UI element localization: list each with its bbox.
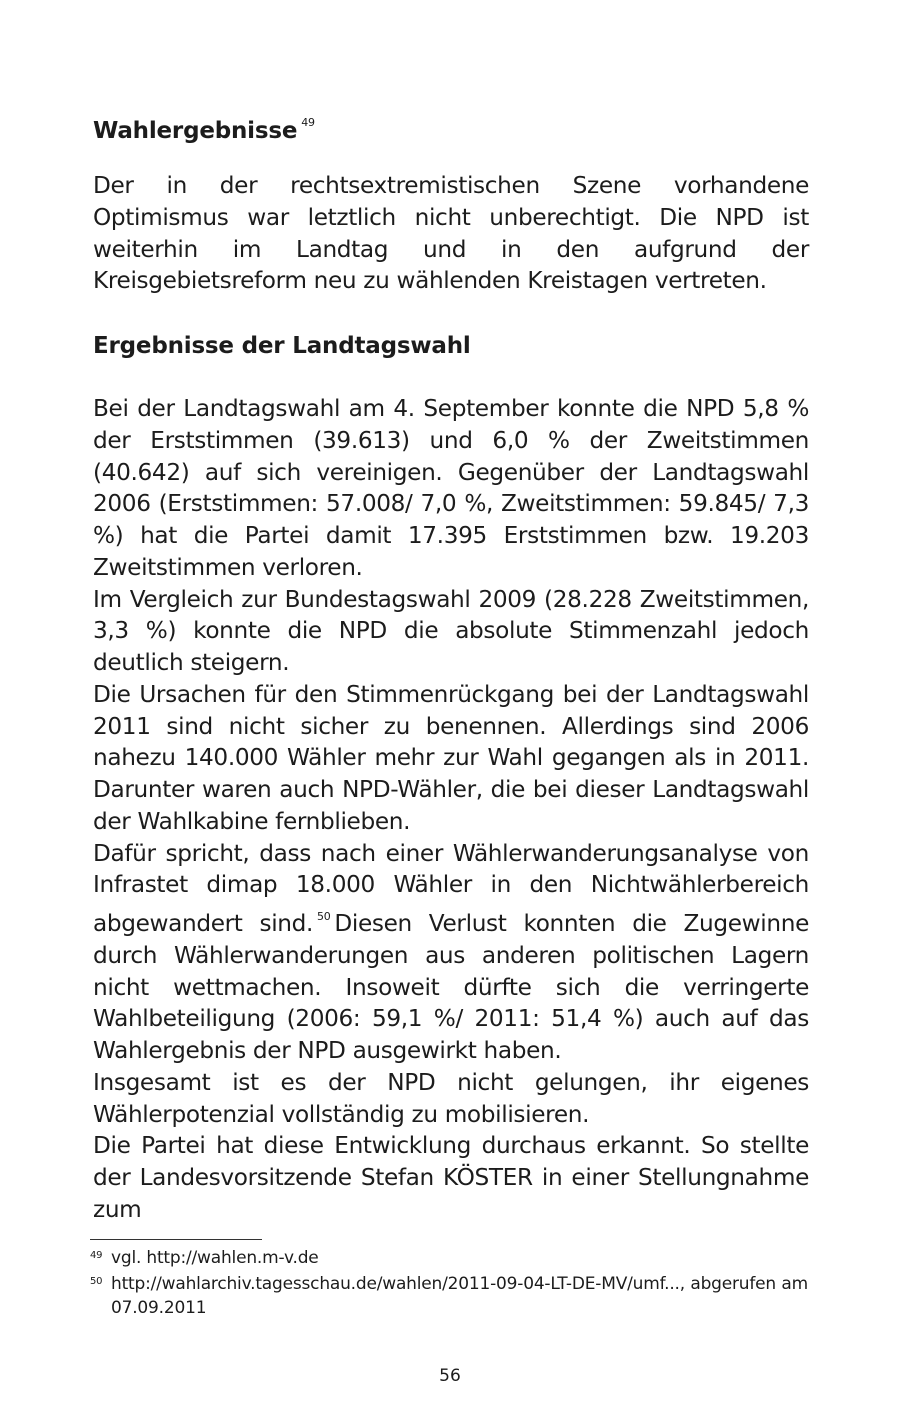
- voter-migration-text-2: Diesen Verlust konnten die Zugewinne durch Wählerwanderungen aus anderen politischen Lagern nicht wettmachen. Insoweit dürfte sich die verringerte Wahlbeteiligung (2006: 59,1 %/ 2011: 51,4 %) auch auf das Wahlergebnis der NPD ausgewirkt haben.: [93, 910, 809, 1064]
- section-wahlergebnisse: [93, 107, 809, 147]
- footnote-ref-50[interactable]: 50: [317, 910, 331, 923]
- footnote-ref-49[interactable]: 49: [301, 116, 315, 129]
- voter-migration-text-1: Dafür spricht, dass nach einer Wählerwanderungsanalyse von Infrastet dimap 18.000 Wähler in den Nichtwählerbereich abgewandert sind.: [93, 839, 809, 937]
- footnote-49: [90, 1246, 808, 1270]
- intro-paragraph-block: [93, 170, 809, 297]
- landtagswahl-body: [93, 393, 809, 1226]
- paragraph-party-reaction: Die Partei hat diese Entwicklung durchaus erkannt. So stellte der Landesvorsitzende Stefan KÖSTER in einer Stellungnahme zum: [93, 1132, 809, 1223]
- section-landtagswahl: [93, 330, 809, 362]
- footnote-number: 50: [90, 1276, 103, 1287]
- footnote-text[interactable]: http://wahlarchiv.tagesschau.de/wahlen/2011-09-04-LT-DE-MV/umf..., abgerufen am 07.09.2011: [111, 1274, 808, 1318]
- footnote-number: 49: [90, 1250, 103, 1261]
- footnote-text[interactable]: vgl. http://wahlen.m-v.de: [111, 1248, 319, 1268]
- paragraph-results: Bei der Landtagswahl am 4. September konnte die NPD 5,8 % der Erststimmen (39.613) und 6,0 % der Zweitstimmen (40.642) auf sich vereinigen. Gegenüber der Landtagswahl 2006 (Erststimmen: 57.008/ 7,0 %, Zweitstimmen: 59.845/ 7,3 %) hat die Partei damit 17.395 Erststimmen bzw. 19.203 Zweitstimmen verloren.: [93, 395, 809, 581]
- footnote-50: [90, 1272, 808, 1320]
- section-heading: [93, 107, 809, 147]
- section-heading-text: Wahlergebnisse: [93, 118, 298, 144]
- paragraph-bundestagswahl-comparison: Im Vergleich zur Bundestagswahl 2009 (28.228 Zweitstimmen, 3,3 %) konnte die NPD die absolute Stimmenzahl jedoch deutlich steigern.: [93, 585, 809, 676]
- paragraph-causes: Die Ursachen für den Stimmenrückgang bei der Landtagswahl 2011 sind nicht sicher zu benennen. Allerdings sind 2006 nahezu 140.000 Wähler mehr zur Wahl gegangen als in 2011. Darunter waren auch NPD-Wähler, die bei dieser Landtagswahl der Wahlkabine fernblieben.: [93, 680, 809, 835]
- page-number: 56: [439, 1366, 461, 1386]
- paragraph-voter-migration: [93, 838, 809, 1067]
- paragraph-mobilisation: Insgesamt ist es der NPD nicht gelungen, ihr eigenes Wählerpotenzial vollständig zu mobilisieren.: [93, 1068, 809, 1128]
- subsection-heading: Ergebnisse der Landtagswahl: [93, 333, 471, 359]
- intro-paragraph: Der in der rechtsextremistischen Szene vorhandene Optimismus war letztlich nicht unberechtigt. Die NPD ist weiterhin im Landtag und in den aufgrund der Kreisgebietsreform neu zu wählenden Kreistagen vertreten.: [93, 172, 809, 295]
- footnote-divider: [90, 1239, 262, 1240]
